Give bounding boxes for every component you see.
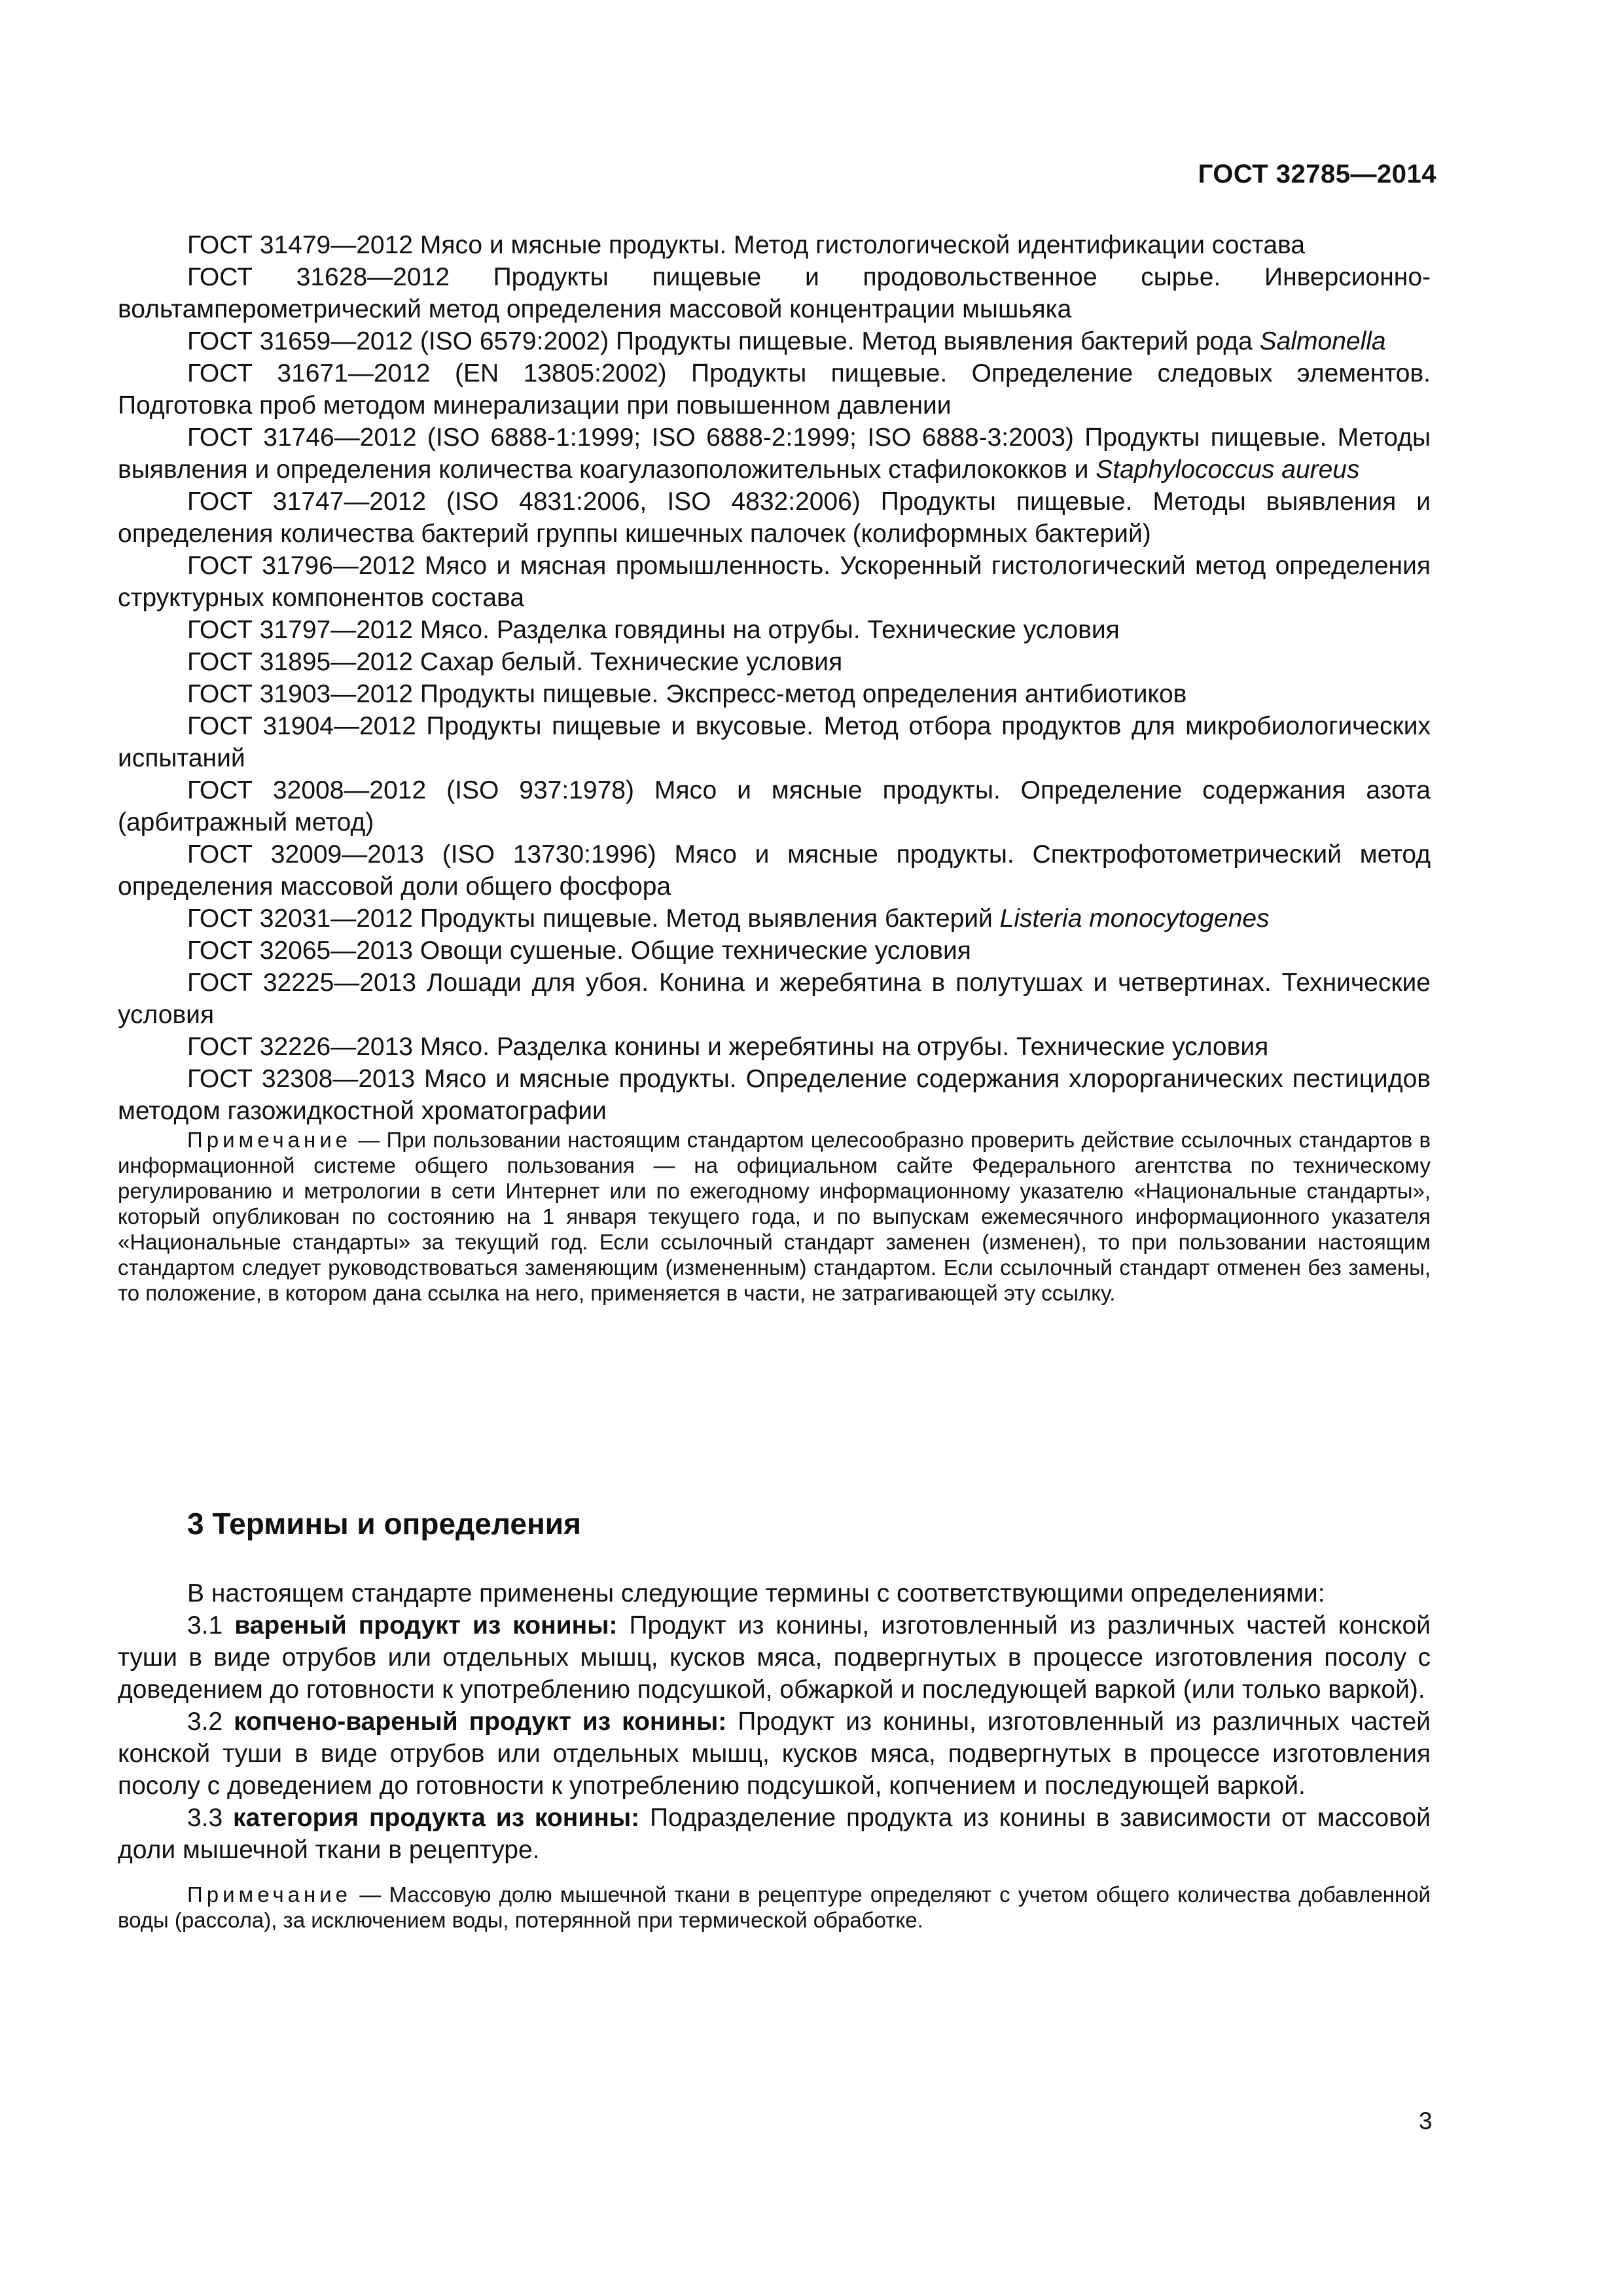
reference-item: ГОСТ 31659—2012 (ISO 6579:2002) Продукты пищевые. Метод выявления бактерий рода Salmonella	[187, 327, 1386, 355]
term-item: 3.1 вареный продукт из конины: Продукт из конины, изготовленный из различных частей конской туши в виде отрубов или отдельных мышц, кусков мяса, подвергнутых в процессе изготовления посолу с доведением до готовности к употреблению подсушкой, обжаркой и последующей варкой (или только варкой).	[118, 1611, 1431, 1704]
reference-item: ГОСТ 32225—2013 Лошади для убоя. Конина и жеребятина в полутушах и четвертинах. Технические условия	[118, 969, 1431, 1029]
term-item: 3.2 копчено-вареный продукт из конины: Продукт из конины, изготовленный из различных частей конской туши в виде отрубов или отдельных мышц, кусков мяса, подвергнутых в процессе изготовления посолу с доведением до готовности к употреблению подсушкой, копчением и последующей варкой.	[118, 1708, 1431, 1800]
reference-item: ГОСТ 31747—2012 (ISO 4831:2006, ISO 4832:2006) Продукты пищевые. Методы выявления и определения количества бактерий группы кишечных палочек (колиформных бактерий)	[118, 488, 1431, 548]
reference-item: ГОСТ 32308—2013 Мясо и мясные продукты. Определение содержания хлорорганических пестицидов методом газожидкостной хроматографии	[118, 1065, 1431, 1125]
reference-item: ГОСТ 32065—2013 Овощи сушеные. Общие технические условия	[187, 937, 971, 965]
note-label: Примечание	[187, 1128, 352, 1152]
term-name: вареный продукт из конины:	[234, 1611, 618, 1640]
reference-item: ГОСТ 31671—2012 (EN 13805:2002) Продукты пищевые. Определение следовых элементов. Подготовка проб методом минерализации при повышенном давлении	[118, 359, 1431, 420]
normative-references-list	[118, 229, 1431, 1306]
note-terms: Примечание — Массовую долю мышечной ткани в рецептуре определяют с учетом общего количества добавленной воды (рассола), за исключением воды, потерянной при термической обработке.	[118, 1882, 1431, 1932]
note-references: Примечание — При пользовании настоящим стандартом целесообразно проверить действие ссылочных стандартов в информационной системе общего пользования — на официальном сайте Федерального агентства по техническому регулированию и метрологии в сети Интернет или по ежегодному информационному указателю «Национальные стандарты», который опубликован по состоянию на 1 января текущего года, и по выпускам ежемесячного информационного указателя «Национальные стандарты» за текущий год. Если ссылочный стандарт заменен (изменен), то при пользовании настоящим стандартом следует руководствоваться заменяющим (измененным) стандартом. Если ссылочный стандарт отменен без замены, то положение, в котором дана ссылка на него, применяется в части, не затрагивающей эту ссылку.	[118, 1128, 1431, 1305]
italic-term: Staphylococcus aureus	[1096, 456, 1360, 484]
italic-term: Salmonella	[1259, 327, 1386, 355]
note-label: Примечание	[187, 1882, 352, 1907]
reference-item: ГОСТ 31904—2012 Продукты пищевые и вкусовые. Метод отбора продуктов для микробиологических испытаний	[118, 712, 1431, 772]
page-number: 3	[1419, 2108, 1433, 2134]
reference-item: ГОСТ 31746—2012 (ISO 6888-1:1999; ISO 6888-2:1999; ISO 6888-3:2003) Продукты пищевые. Методы выявления и определения количества коагулазоположительных стафилококков и Staphylococcus aureus	[118, 423, 1431, 484]
reference-item: ГОСТ 31895—2012 Сахар белый. Технические условия	[187, 648, 843, 676]
italic-term: Listeria monocytogenes	[999, 905, 1270, 933]
reference-item: ГОСТ 31479—2012 Мясо и мясные продукты. Метод гистологической идентификации состава	[187, 231, 1306, 259]
reference-item: ГОСТ 32226—2013 Мясо. Разделка конины и жеребятины на отрубы. Технические условия	[187, 1033, 1269, 1061]
document-number: ГОСТ 32785—2014	[1198, 160, 1436, 188]
terms-intro: В настоящем стандарте применены следующие термины с соответствующими определениями:	[187, 1579, 1325, 1607]
reference-item: ГОСТ 31903—2012 Продукты пищевые. Экспресс-метод определения антибиотиков	[187, 680, 1187, 708]
reference-item: ГОСТ 31628—2012 Продукты пищевые и продовольственное сырье. Инверсионно-вольтамперометрический метод определения массовой концентрации мышьяка	[118, 263, 1431, 323]
term-name: копчено-вареный продукт из конины:	[234, 1708, 727, 1736]
reference-item: ГОСТ 32008—2012 (ISO 937:1978) Мясо и мясные продукты. Определение содержания азота (арбитражный метод)	[118, 776, 1431, 836]
reference-item: ГОСТ 32009—2013 (ISO 13730:1996) Мясо и мясные продукты. Спектрофотометрический метод определения массовой доли общего фосфора	[118, 840, 1431, 901]
reference-item: ГОСТ 31797—2012 Мясо. Разделка говядины на отрубы. Технические условия	[187, 616, 1120, 644]
reference-item: ГОСТ 31796—2012 Мясо и мясная промышленность. Ускоренный гистологический метод определения структурных компонентов состава	[118, 552, 1431, 612]
term-name: категория продукта из конины:	[233, 1804, 640, 1832]
section-3-title: 3 Термины и определения	[187, 1507, 581, 1541]
terms-section	[118, 1577, 1431, 1933]
term-item: 3.3 категория продукта из конины: Подразделение продукта из конины в зависимости от массовой доли мышечной ткани в рецептуре.	[118, 1804, 1431, 1864]
reference-item: ГОСТ 32031—2012 Продукты пищевые. Метод выявления бактерий Listeria monocytogenes	[187, 905, 1270, 933]
